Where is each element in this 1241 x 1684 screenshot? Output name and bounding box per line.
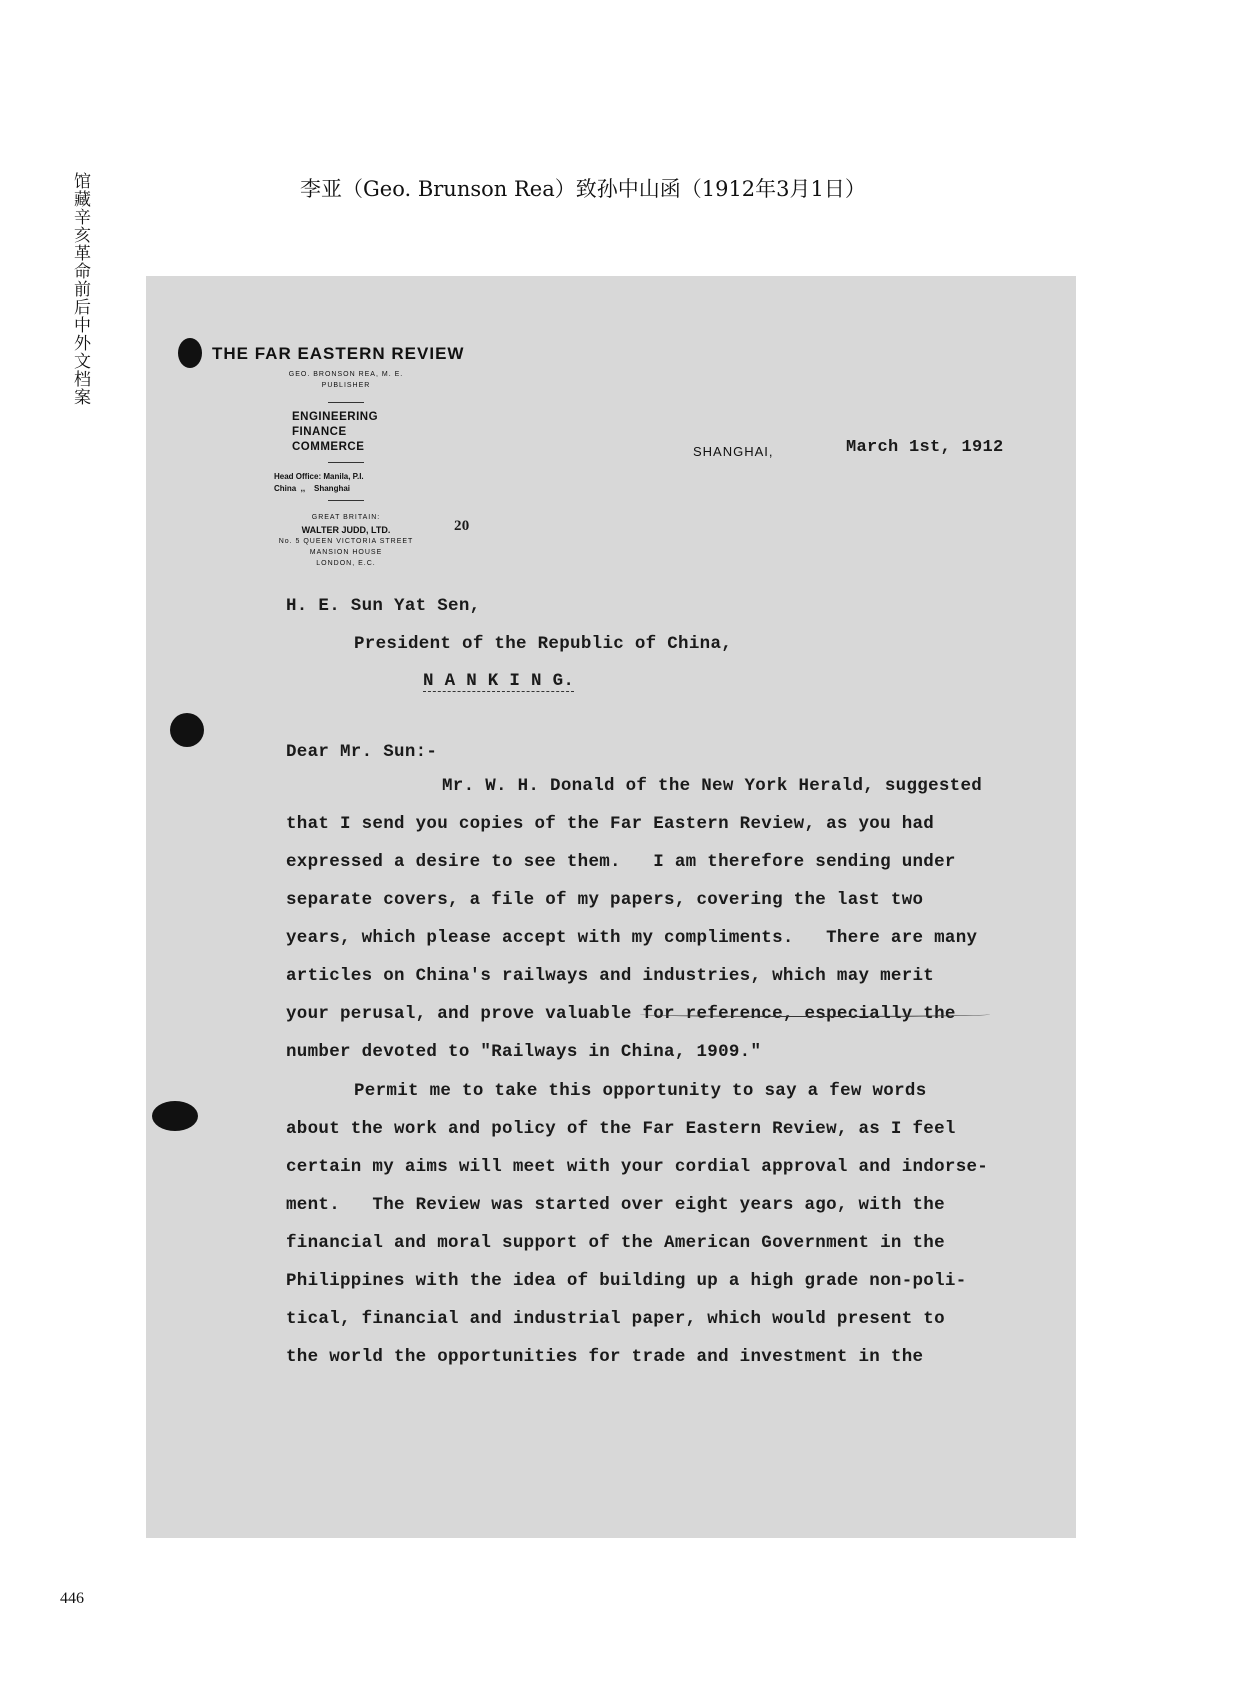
body-line: Philippines with the idea of building up a high grade non-poli- bbox=[286, 1271, 967, 1291]
letter-scan bbox=[146, 276, 1076, 1538]
gb-address-city: LONDON, E.C. bbox=[316, 560, 376, 567]
china-office: China ,, Shanghai bbox=[274, 484, 351, 493]
document-heading: 李亚（Geo. Brunson Rea）致孙中山函（1912年3月1日） bbox=[300, 177, 866, 201]
gb-agent: WALTER JUDD, LTD. bbox=[301, 525, 391, 535]
book-side-title: 馆藏辛亥革命前后中外文档案 bbox=[70, 172, 90, 406]
body-line: financial and moral support of the American Government in the bbox=[286, 1233, 945, 1253]
body-line: about the work and policy of the Far Eastern Review, as I feel bbox=[286, 1119, 956, 1139]
body-line: articles on China's railways and industries, which may merit bbox=[286, 966, 935, 986]
body-line: ment. The Review was started over eight years ago, with the bbox=[286, 1195, 945, 1215]
body-line: Mr. W. H. Donald of the New York Herald, suggested bbox=[442, 776, 983, 796]
body-line: Permit me to take this opportunity to say a few words bbox=[354, 1081, 927, 1101]
topic-finance: FINANCE bbox=[292, 426, 347, 438]
recipient-city: N A N K I N G. bbox=[423, 671, 575, 691]
recipient-title: President of the Republic of China, bbox=[354, 634, 733, 654]
place: SHANGHAI, bbox=[693, 444, 774, 459]
date: March 1st, 1912 bbox=[846, 438, 1004, 457]
recipient-name: H. E. Sun Yat Sen, bbox=[286, 596, 481, 616]
salutation: Dear Mr. Sun:- bbox=[286, 742, 438, 762]
divider bbox=[328, 500, 364, 501]
body-line: years, which please accept with my compliments. There are many bbox=[286, 928, 978, 948]
gb-label: GREAT BRITAIN: bbox=[311, 514, 381, 521]
body-line: certain my aims will meet with your cordial approval and indorse- bbox=[286, 1157, 989, 1177]
punch-hole bbox=[170, 713, 204, 747]
page-number: 446 bbox=[60, 1590, 84, 1607]
gb-address-street: No. 5 QUEEN VICTORIA STREET bbox=[278, 538, 414, 545]
head-office: Head Office: Manila, P.I. bbox=[274, 472, 364, 481]
body-line: tical, financial and industrial paper, which would present to bbox=[286, 1309, 945, 1329]
topic-engineering: ENGINEERING bbox=[292, 411, 379, 423]
body-line: number devoted to "Railways in China, 1909." bbox=[286, 1042, 762, 1062]
body-line: your perusal, and prove valuable for reference, especially the bbox=[286, 1004, 956, 1024]
publisher-role: PUBLISHER bbox=[321, 382, 371, 389]
divider bbox=[328, 402, 364, 403]
reference-number: 20 bbox=[454, 518, 470, 534]
body-line: separate covers, a file of my papers, covering the last two bbox=[286, 890, 924, 910]
publisher-name: GEO. BRONSON REA, M. E. bbox=[288, 371, 404, 378]
punch-hole bbox=[178, 338, 202, 368]
body-line: expressed a desire to see them. I am therefore sending under bbox=[286, 852, 956, 872]
body-line: the world the opportunities for trade and investment in the bbox=[286, 1347, 924, 1367]
gb-address-house: MANSION HOUSE bbox=[309, 549, 383, 556]
body-line: that I send you copies of the Far Eastern Review, as you had bbox=[286, 814, 935, 834]
letterhead-title: THE FAR EASTERN REVIEW bbox=[212, 344, 465, 363]
divider bbox=[328, 462, 364, 463]
topic-commerce: COMMERCE bbox=[292, 441, 365, 453]
pen-underline bbox=[640, 1012, 990, 1017]
punch-hole bbox=[152, 1101, 198, 1131]
